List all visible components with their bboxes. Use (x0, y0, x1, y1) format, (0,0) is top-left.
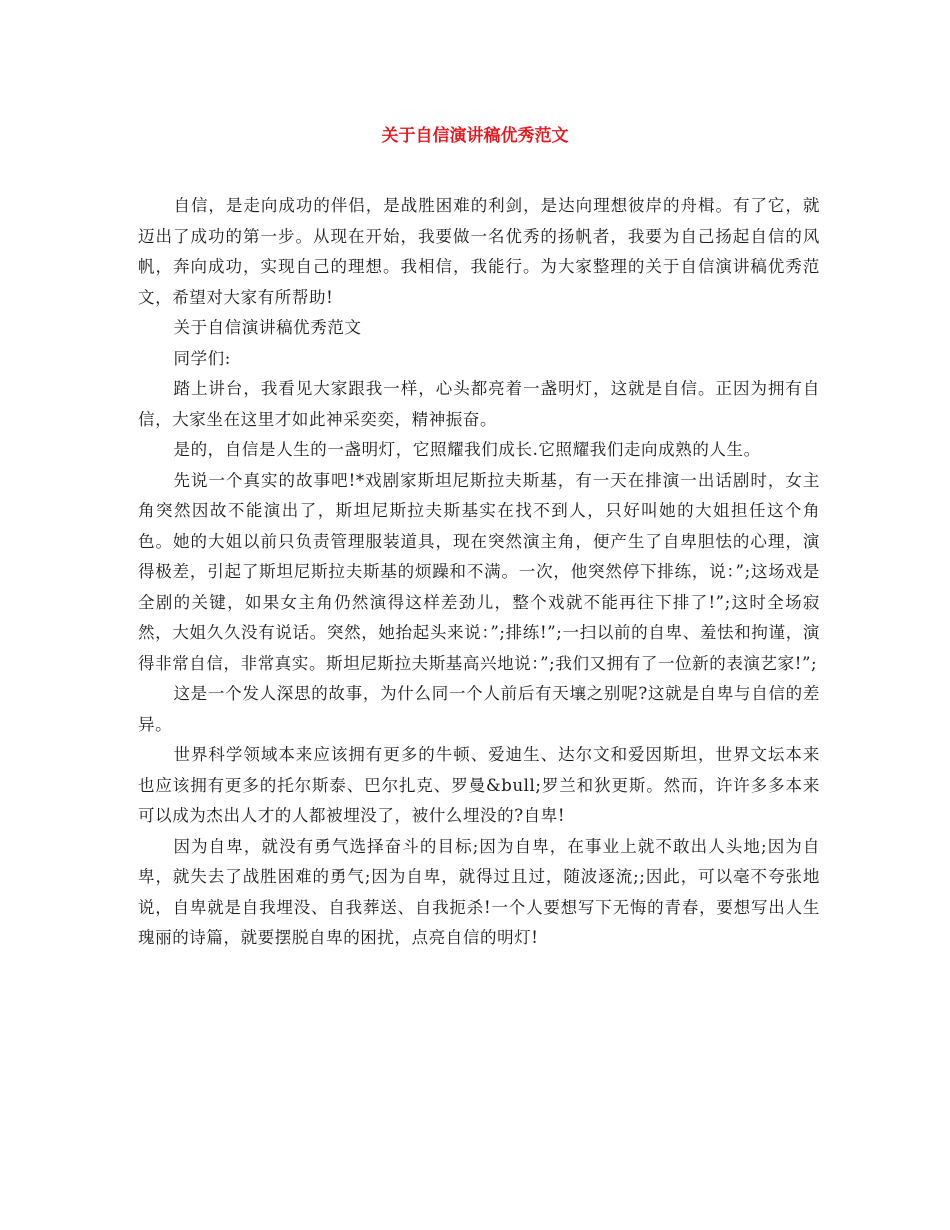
paragraph-intro: 自信，是走向成功的伴侣，是战胜困难的利剑，是达向理想彼岸的舟楫。有了它，就迈出了成功的第一步。从现在开始，我要做一名优秀的扬帆者，我要为自己扬起自信的风帆，奔向成功，实现自己的理想。我相信，我能行。为大家整理的关于自信演讲稿优秀范文，希望对大家有所帮助! (138, 196, 820, 307)
document-title: 关于自信演讲稿优秀范文 (381, 126, 569, 146)
paragraph-reflection: 这是一个发人深思的故事，为什么同一个人前后有天壤之别呢?这就是自卑与自信的差异。 (138, 684, 820, 734)
paragraph-stage: 踏上讲台，我看见大家跟我一样，心头都亮着一盏明灯，这就是自信。正因为拥有自信，大家坐在这里才如此神采奕奕，精神振奋。 (138, 379, 820, 429)
paragraph-world: 世界科学领域本来应该拥有更多的牛顿、爱迪生、达尔文和爱因斯坦，世界文坛本来也应该拥有更多的托尔斯泰、巴尔扎克、罗曼&bull;罗兰和狄更斯。然而，许许多多本来可以成为杰出人才的人都被埋没了，被什么埋没的?自卑! (138, 745, 820, 825)
paragraph-lamp: 是的，自信是人生的一盏明灯，它照耀我们成长.它照耀我们走向成熟的人生。 (173, 440, 761, 459)
paragraph-subtitle: 关于自信演讲稿优秀范文 (173, 318, 362, 337)
paragraph-story: 先说一个真实的故事吧!*戏剧家斯坦尼斯拉夫斯基，有一天在排演一出话剧时，女主角突然因故不能演出了，斯坦尼斯拉夫斯基实在找不到人，只好叫她的大姐担任这个角色。她的大姐以前只负责管理服装道具，现在突然演主角，便产生了自卑胆怯的心理，演得极差，引起了斯坦尼斯拉夫斯基的烦躁和不满。一次，他突然停下排练，说：”;这场戏是全剧的关键，如果女主角仍然演得这样差劲儿，整个戏就不能再往下排了!”;这时全场寂然，大姐久久没有说话。突然，她抬起头来说：”;排练!”;一扫以前的自卑、羞怯和拘谨，演得非常自信，非常真实。斯坦尼斯拉夫斯基高兴地说：”;我们又拥有了一位新的表演艺家!”; (138, 470, 820, 673)
document-body (138, 191, 820, 954)
paragraph-conclusion: 因为自卑，就没有勇气选择奋斗的目标;因为自卑，在事业上就不敢出人头地;因为自卑，就失去了战胜困难的勇气;因为自卑，就得过且过，随波逐流;;因此，可以毫不夸张地说，自卑就是自我埋没、自我葬送、自我扼杀!一个人要想写下无悔的青春，要想写出人生瑰丽的诗篇，就要摆脱自卑的困扰，点亮自信的明灯! (138, 836, 820, 947)
paragraph-salutation: 同学们: (173, 348, 231, 368)
